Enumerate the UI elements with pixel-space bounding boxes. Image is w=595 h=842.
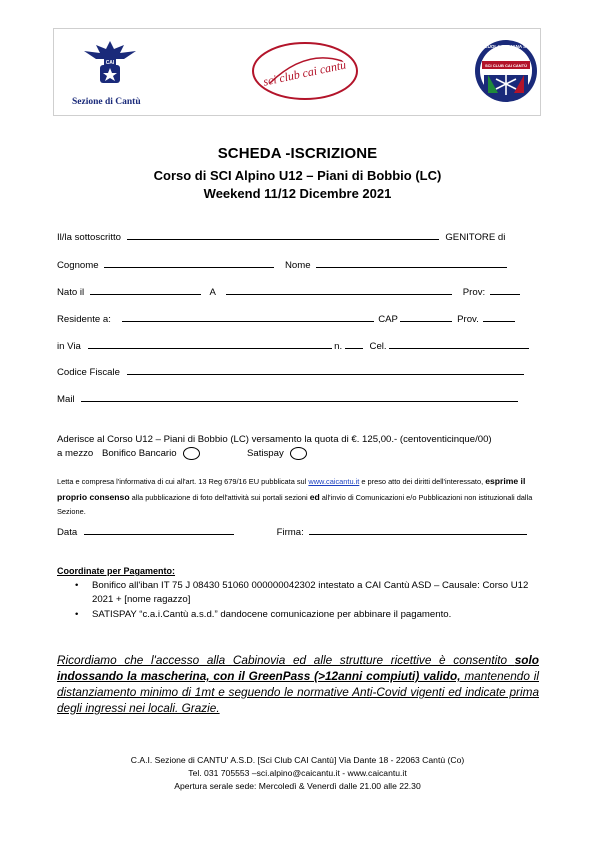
row-mail [57,393,518,405]
bullet-icon: • [75,580,79,591]
satispay-radio[interactable] [290,447,307,460]
cel-label: Cel. [369,341,387,352]
sottoscritto-field[interactable] [127,231,439,240]
payment-coordinates-title: Coordinate per Pagamento: [57,566,176,576]
cel-field[interactable] [389,340,529,349]
satispay-label: Satispay [246,448,284,460]
consenso-text: esprime il proprio consenso [57,476,526,502]
payment-item-text: Bonifico all'iban IT 75 J 08430 51060 000000042302 intestato a CAI Cantù ASD – Causale: Corso U12 2021 + [nome ragazzo] [92,580,529,605]
numero-field[interactable] [345,340,363,349]
nato-label: Nato il [57,287,85,298]
bullet-icon: • [75,609,79,620]
nome-field[interactable] [316,259,507,268]
mail-label: Mail [57,394,75,405]
a-mezzo-label: a mezzo [57,448,94,460]
ed-text: ed [309,491,320,502]
prov-nascita-label: Prov: [462,287,486,298]
letterhead [53,28,541,116]
payment-method-row [57,447,307,460]
notice-text-emphasis: solo indossando la mascherina, con il GreenPass (>12anni compiuti) valido, [57,653,539,683]
payment-item-satispay [73,608,533,622]
via-label: in Via [57,341,81,352]
payment-list [73,579,533,622]
row-data-firma [57,526,527,538]
numero-label: n. [334,341,343,352]
footer-hours: Apertura serale sede: Mercoledì & Venerdì dalle 21.00 alle 22.30 [174,781,421,791]
cognome-field[interactable] [104,259,274,268]
codice-fiscale-label: Codice Fiscale [57,367,120,378]
cap-field[interactable] [400,313,452,322]
row-nascita [57,286,520,298]
firma-field[interactable] [309,526,527,535]
luogo-label: A [209,287,216,298]
codice-fiscale-field[interactable] [127,366,524,375]
course-title: Corso di SCI Alpino U12 – Piani di Bobbio (LC) [153,168,442,183]
notice-text-2: mantenendo il distanziamento minimo di 1mt e seguendo le normative Anti-Covid vigenti ed indicate prima degli ingressi nei locali. Grazie. [57,669,539,715]
mail-field[interactable] [81,393,518,402]
privacy-consent-text [57,474,544,520]
luogo-nascita-field[interactable] [226,286,452,295]
bonifico-label: Bonifico Bancario [101,448,177,460]
page-title: SCHEDA -ISCRIZIONE [217,145,378,162]
sci-club-ellipse-icon [250,39,360,103]
residente-label: Residente a: [57,314,111,325]
privacy-text-1: Letta e compresa l'informativa di cui all'art. 13 Reg 679/16 EU pubblicata sul [57,477,309,486]
course-date: Weekend 11/12 Dicembre 2021 [203,186,392,201]
row-residenza [57,313,515,325]
row-codice-fiscale [57,366,524,378]
snowflake-badge-icon [474,35,538,107]
cai-logo [72,37,146,113]
caicantu-link[interactable]: www.caicantu.it [308,477,360,486]
prov-residenza-field[interactable] [483,313,515,322]
svg-text:SCI CLUB CAI CANTÙ: SCI CLUB CAI CANTÙ [485,63,527,68]
via-field[interactable] [88,340,332,349]
genitore-label: GENITORE di [445,232,506,243]
payment-item-bonifico [73,579,533,606]
data-label: Data [57,527,78,538]
payment-item-text: SATISPAY “c.a.i.Cantù a.s.d.” dandocene comunicazione per abbinare il pagamento. [92,609,452,620]
prov-residenza-label: Prov. [457,314,479,325]
row-via [57,340,529,352]
footer-contacts: Tel. 031 705553 –sci.alpino@caicantu.it - www.caicantu.it [188,768,407,778]
svg-text:SCUOLA ITALIANA SCI: SCUOLA ITALIANA SCI [481,44,531,49]
nome-label: Nome [284,260,311,271]
footer-address: C.A.I. Sezione di CANTU' A.S.D. [Sci Club CAI Cantù] Via Dante 18 - 22063 Cantù (Co) [130,755,465,765]
cai-eagle-icon [80,37,140,95]
adesione-line: Aderisce al Corso U12 – Piani di Bobbio (LC) versamento la quota di €. 125,00.- (centoventicinque/00) [57,434,492,445]
svg-text:sci club cai cantù: sci club cai cantù [261,57,348,89]
data-field[interactable] [84,526,234,535]
row-cognome-nome [57,259,507,271]
sottoscritto-label: Il/la sottoscritto [57,232,121,243]
residenza-field[interactable] [122,313,374,322]
form-title-block [0,145,595,201]
footer [0,754,595,793]
sci-club-logo [250,39,360,108]
cognome-label: Cognome [57,260,99,271]
data-nascita-field[interactable] [90,286,201,295]
prov-nascita-field[interactable] [490,286,520,295]
row-sottoscritto [57,231,505,243]
covid-notice [57,652,539,716]
bonifico-radio[interactable] [183,447,200,460]
firma-label: Firma: [276,527,304,538]
svg-text:CAI: CAI [105,60,115,66]
privacy-text-2: e preso atto dei diritti dell'interessato, [359,477,486,486]
scuola-italiana-sci-logo [474,35,538,112]
cap-label: CAP [378,314,398,325]
cai-logo-caption: Sezione di Cantù [72,97,141,107]
privacy-text-4: all'invio di Comunicazioni e/o Pubblicazioni non istituzionali dalla Sezione. [57,492,533,516]
notice-text-1: Ricordiamo che l'accesso alla Cabinovia ed alle strutture ricettive è consentito [57,653,515,667]
privacy-text-3: alla pubblicazione di foto dell'attività sui portali sezioni [129,492,310,502]
